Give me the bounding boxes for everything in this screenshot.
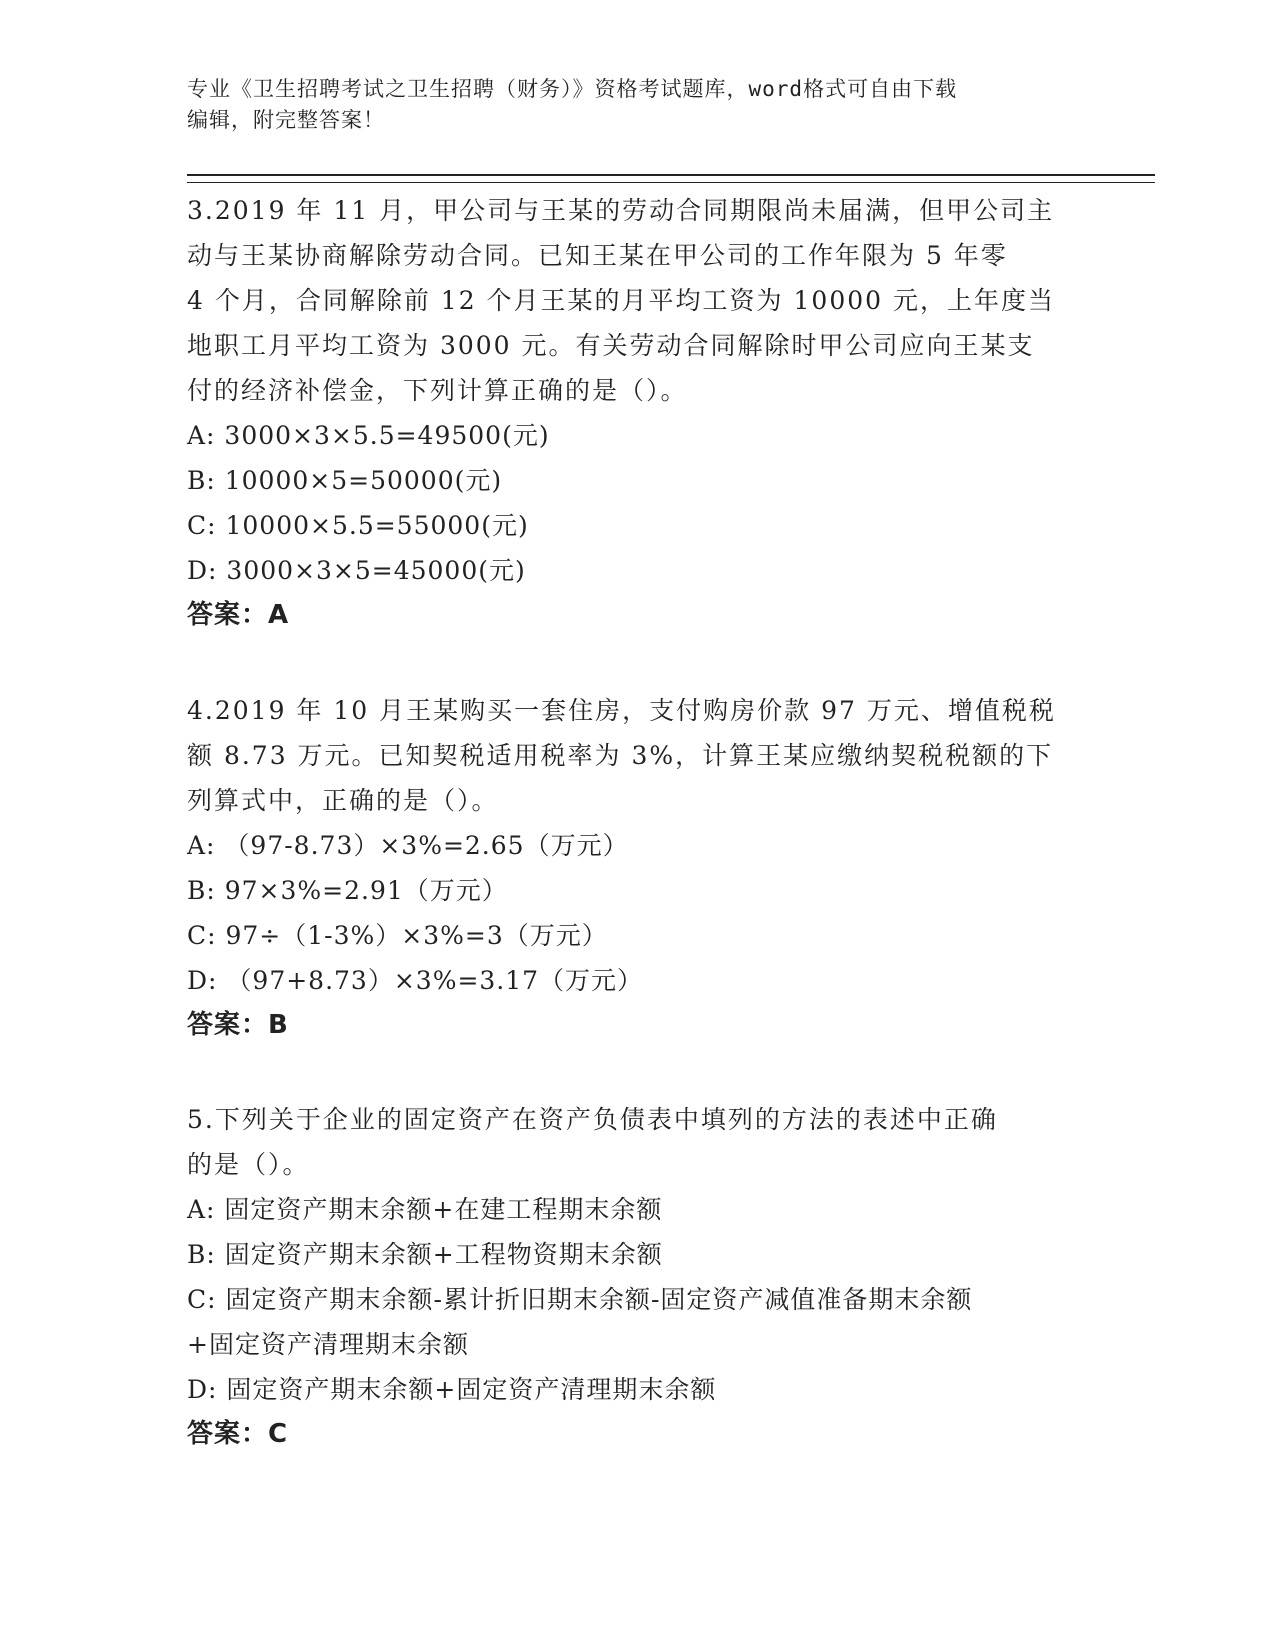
header-line-1: 专业《卫生招聘考试之卫生招聘（财务）》资格考试题库，word格式可自由下载 [187,77,958,101]
question-stem-line: 3.2019 年 11 月，甲公司与王某的劳动合同期限尚未届满，但甲公司主 [187,196,1055,225]
answer-label: 答案：C [187,1419,289,1449]
question-stem-line: 4 个月，合同解除前 12 个月王某的月平均工资为 10000 元，上年度当 [187,286,1055,315]
option-c: C: 10000×5.5=55000(元) [187,511,529,540]
header-divider-thick [187,174,1155,176]
question-stem-line: 付的经济补偿金，下列计算正确的是（）。 [187,376,688,405]
answer-label: 答案：A [187,600,290,630]
question-stem-line: 地职工月平均工资为 3000 元。有关劳动合同解除时甲公司应向王某支 [187,331,1035,360]
option-a: A: 3000×3×5.5=49500(元) [187,421,550,450]
option-c-continued: +固定资产清理期末余额 [187,1330,469,1359]
question-3 [187,188,1087,638]
option-a: A: 固定资产期末余额+在建工程期末余额 [187,1195,663,1224]
option-b: B: 固定资产期末余额+工程物资期末余额 [187,1240,663,1269]
option-c: C: 97÷（1-3%）×3%=3（万元） [187,921,608,950]
option-b: B: 10000×5=50000(元) [187,466,503,495]
question-4 [187,688,1087,1048]
question-stem-line: 4.2019 年 10 月王某购买一套住房，支付购房价款 97 万元、增值税税 [187,696,1056,725]
option-a: A: （97-8.73）×3%=2.65（万元） [187,831,629,860]
question-stem-line: 动与王某协商解除劳动合同。已知王某在甲公司的工作年限为 5 年零 [187,241,1008,270]
question-stem-line: 列算式中，正确的是（）。 [187,786,499,815]
question-stem-line: 的是（）。 [187,1150,310,1179]
option-d: D: 固定资产期末余额+固定资产清理期末余额 [187,1375,717,1404]
question-stem-line: 额 8.73 万元。已知契税适用税率为 3%，计算王某应缴纳契税税额的下 [187,741,1054,770]
header-divider-thin [187,182,1155,183]
option-d: D: （97+8.73）×3%=3.17（万元） [187,966,644,995]
question-5 [187,1097,1087,1457]
header-line-2: 编辑，附完整答案！ [187,108,385,132]
answer-label: 答案：B [187,1010,289,1040]
option-c: C: 固定资产期末余额-累计折旧期末余额-固定资产减值准备期末余额 [187,1285,973,1314]
document-header [187,74,1087,136]
question-stem-line: 5.下列关于企业的固定资产在资产负债表中填列的方法的表述中正确 [187,1105,998,1134]
option-d: D: 3000×3×5=45000(元) [187,556,526,585]
option-b: B: 97×3%=2.91（万元） [187,876,508,905]
